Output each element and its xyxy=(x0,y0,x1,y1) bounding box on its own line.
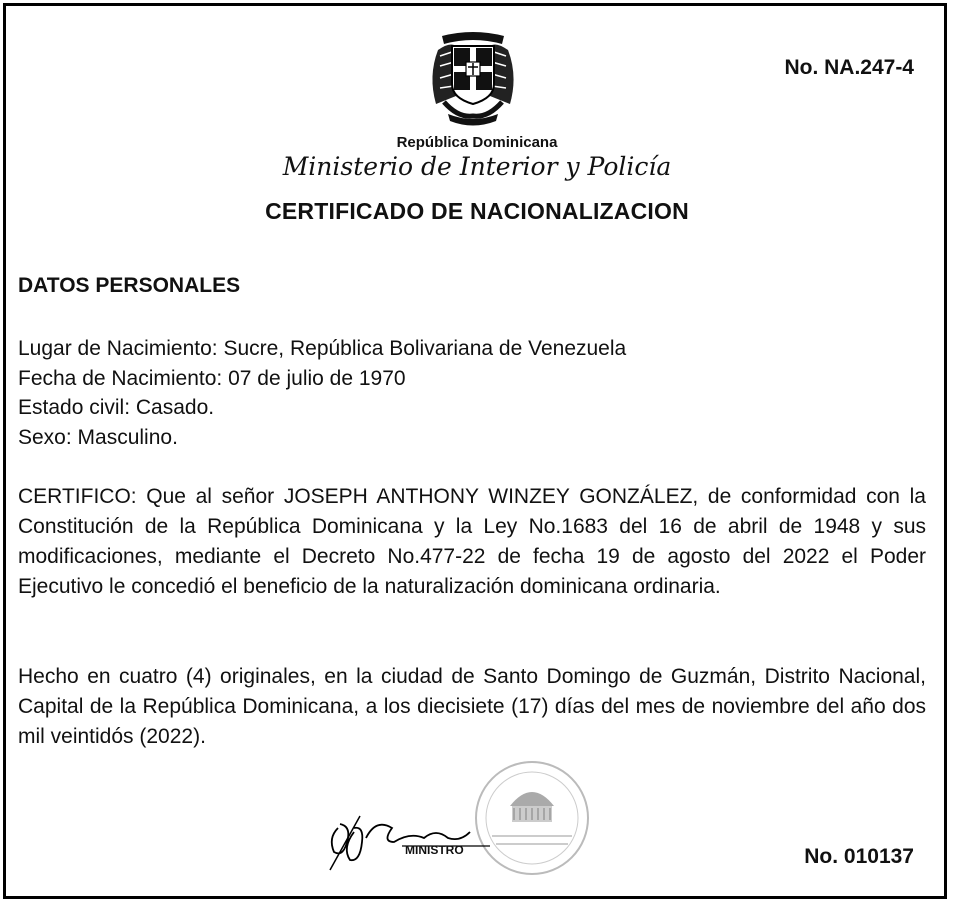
certification-paragraph: CERTIFICO: Que al señor JOSEPH ANTHONY WINZEY GONZÁLEZ, de conformidad con la Constitución de la República Dominicana y la Ley No.1683 del 16 de abril de 1948 y sus modificaciones, mediante el Decreto No.477-22 de fecha 19 de agosto del 2022 el Poder Ejecutivo le concedió el beneficio de la naturalización dominicana ordinaria. xyxy=(18,485,926,598)
signature-icon xyxy=(320,798,490,878)
personal-data-heading: DATOS PERSONALES xyxy=(18,274,241,297)
document-number: No. 010137 xyxy=(804,845,914,868)
closing-paragraph: Hecho en cuatro (4) originales, en la ciudad de Santo Domingo de Guzmán, Distrito Nacional, Capital de la República Dominicana, a los diecisiete (17) días del mes de noviembre del año dos mil veintidós (2022). xyxy=(18,665,926,748)
coat-of-arms-icon xyxy=(418,26,528,126)
republic-name: República Dominicana xyxy=(396,134,558,151)
birthplace-line: Lugar de Nacimiento: Sucre, República Bolivariana de Venezuela xyxy=(18,337,627,360)
personal-data-list xyxy=(18,334,626,452)
signatory-label: MINISTRO xyxy=(405,843,464,857)
sex-line: Sexo: Masculino. xyxy=(18,425,178,449)
certificate-number: No. NA.247-4 xyxy=(784,56,914,79)
civil-status-line: Estado civil: Casado. xyxy=(18,396,215,419)
birthdate-line: Fecha de Nacimiento: 07 de julio de 1970 xyxy=(18,366,406,390)
document-title: CERTIFICADO DE NACIONALIZACION xyxy=(265,198,689,224)
ministry-name: Ministerio de Interior y Policía xyxy=(282,152,672,181)
